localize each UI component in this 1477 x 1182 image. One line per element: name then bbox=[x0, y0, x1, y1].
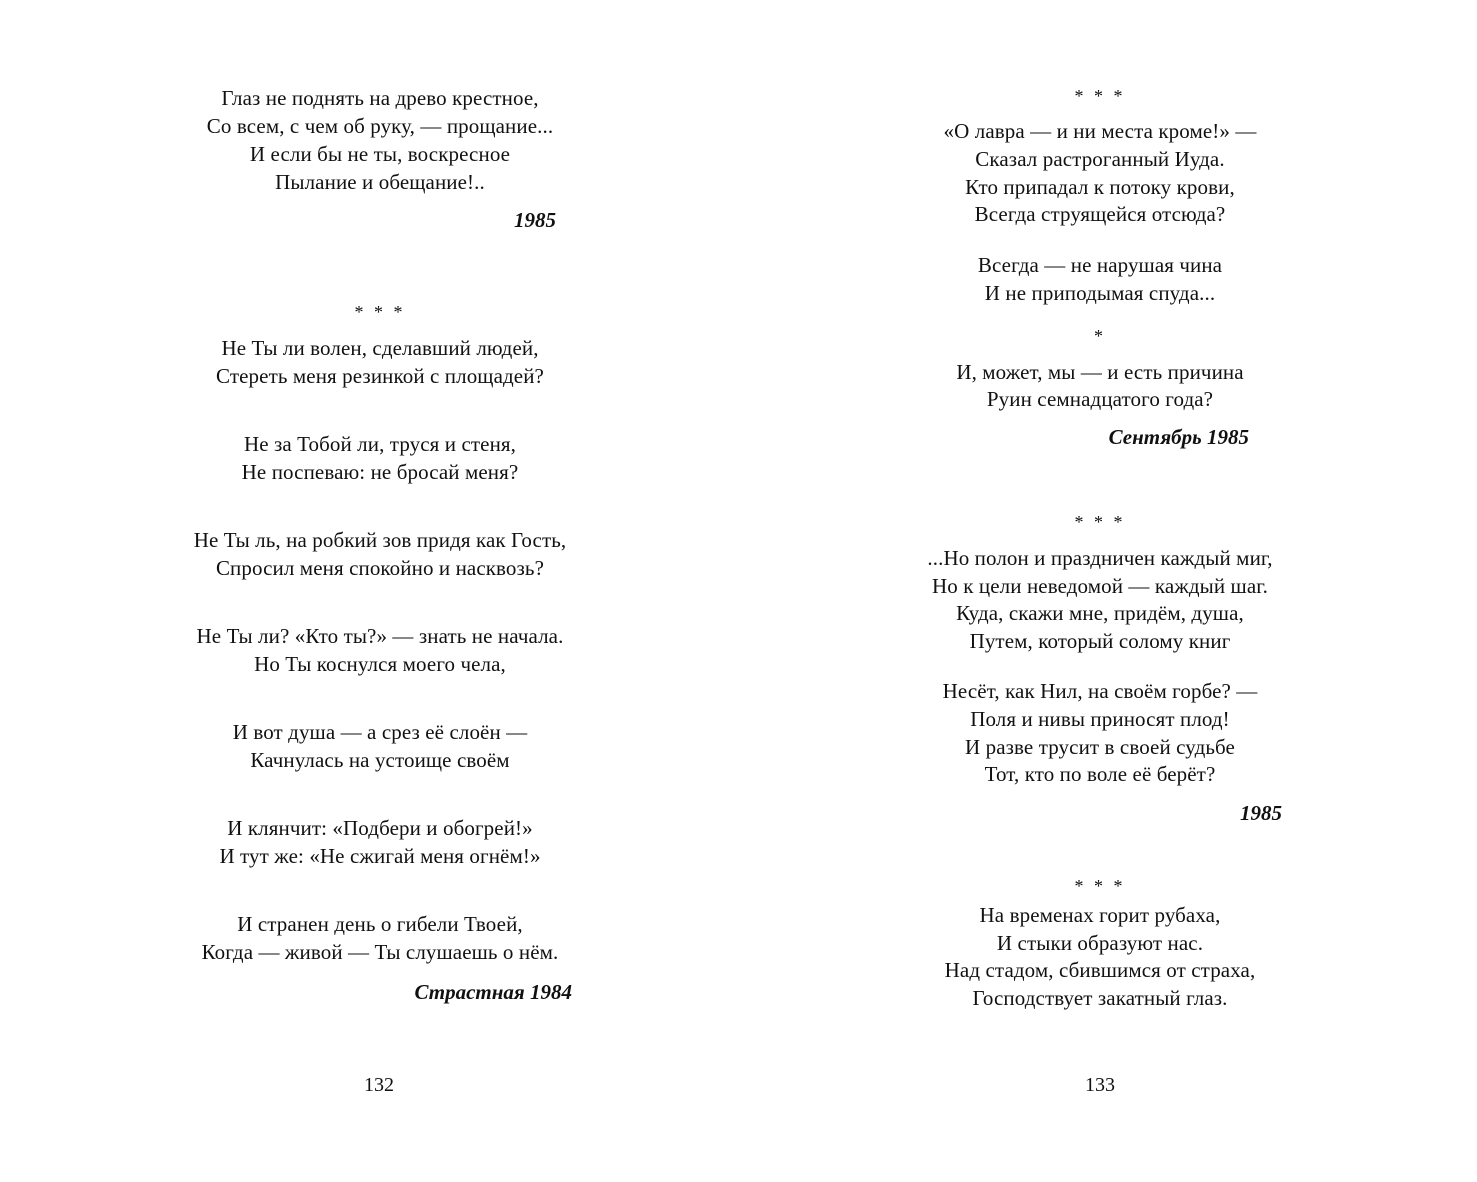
poem-date: Страстная 1984 bbox=[414, 980, 572, 1004]
page-number: 132 bbox=[364, 1074, 394, 1096]
poem-line: Не Ты ли волен, сделавший людей, bbox=[221, 336, 539, 360]
poem-line: И, может, мы — и есть причина bbox=[956, 360, 1244, 384]
poem-line: Не Ты ль, на робкий зов придя как Гость, bbox=[193, 528, 567, 552]
poem-line: Не Ты ли? «Кто ты?» — знать не начала. bbox=[196, 624, 564, 648]
section-separator: * * * bbox=[354, 302, 406, 322]
poem-line: «О лавра — и ни места кроме!» — bbox=[943, 119, 1257, 143]
right-page bbox=[739, 0, 1477, 1182]
poem-line: Но к цели неведомой — каждый шаг. bbox=[932, 574, 1268, 598]
poem-line: И вот душа — а срез её слоён — bbox=[232, 720, 528, 744]
poem-line: Поля и нивы приносят плод! bbox=[970, 707, 1230, 731]
poem-line: И стыки образуют нас. bbox=[996, 931, 1204, 955]
section-separator: * * * bbox=[1074, 512, 1126, 532]
inner-separator: * bbox=[1094, 326, 1106, 346]
poem-line: Со всем, с чем об руку, — прощание... bbox=[206, 114, 554, 138]
left-page bbox=[0, 0, 738, 1182]
poem-line: Не поспеваю: не бросай меня? bbox=[241, 460, 519, 484]
poem-date: Сентябрь 1985 bbox=[1108, 425, 1249, 449]
poem-line: Не за Тобой ли, труся и стеня, bbox=[243, 432, 517, 456]
poem-line: Сказал растроганный Иуда. bbox=[975, 147, 1225, 171]
poem-line: Глаз не поднять на древо крестное, bbox=[221, 86, 539, 110]
poem-line: И тут же: «Не сжигай меня огнём!» bbox=[219, 844, 541, 868]
poem-line: И разве трусит в своей судьбе bbox=[965, 735, 1235, 759]
poem-line: Всегда струящейся отсюда? bbox=[974, 202, 1226, 226]
poem-line: И странен день о гибели Твоей, bbox=[237, 912, 523, 936]
poem-date: 1985 bbox=[1240, 801, 1282, 825]
poem-date: 1985 bbox=[514, 208, 556, 232]
poem-line: Когда — живой — Ты слушаешь о нём. bbox=[201, 940, 559, 964]
poem-line: Стереть меня резинкой с площадей? bbox=[216, 364, 544, 388]
poem-line: Куда, скажи мне, придём, душа, bbox=[956, 601, 1244, 625]
poem-line: Всегда — не нарушая чина bbox=[977, 253, 1223, 277]
poem-line: ...Но полон и праздничен каждый миг, bbox=[927, 546, 1273, 570]
poem-line: Качнулась на устоище своём bbox=[250, 748, 510, 772]
poem-line: На временах горит рубаха, bbox=[979, 903, 1221, 927]
poem-line: Господствует закатный глаз. bbox=[972, 986, 1228, 1010]
poem-line: Спросил меня спокойно и насквозь? bbox=[215, 556, 545, 580]
poem-line: Несёт, как Нил, на своём горбе? — bbox=[942, 679, 1258, 703]
poem-line: Руин семнадцатого года? bbox=[986, 387, 1214, 411]
poem-line: Но Ты коснулся моего чела, bbox=[254, 652, 506, 676]
section-separator: * * * bbox=[1074, 876, 1126, 896]
poem-line: Путем, который солому книг bbox=[969, 629, 1231, 653]
poem-line: Пылание и обещание!.. bbox=[275, 170, 485, 194]
poem-line: И не приподымая спуда... bbox=[984, 281, 1216, 305]
poem-line: Тот, кто по воле её берёт? bbox=[984, 762, 1216, 786]
poem-line: И клянчит: «Подбери и обогрей!» bbox=[227, 816, 533, 840]
poem-line: Над стадом, сбившимся от страха, bbox=[944, 958, 1256, 982]
poem-line: Кто припадал к потоку крови, bbox=[965, 175, 1235, 199]
section-separator: * * * bbox=[1074, 86, 1126, 106]
poem-line: И если бы не ты, воскресное bbox=[249, 142, 511, 166]
page-number: 133 bbox=[1085, 1074, 1115, 1096]
